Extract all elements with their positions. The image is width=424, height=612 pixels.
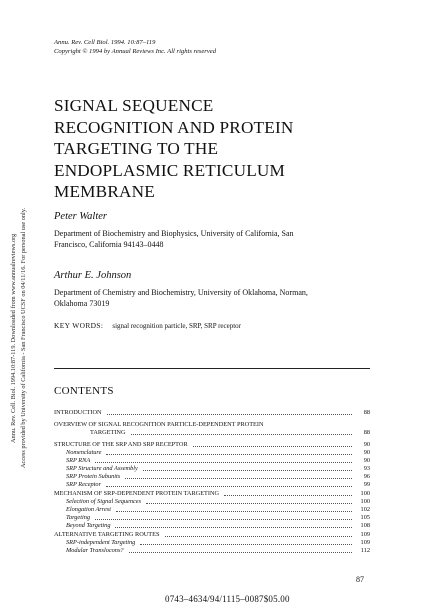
journal-citation: Annu. Rev. Cell Biol. 1994. 10:87–119 [54, 39, 156, 46]
toc-entry-label: Beyond Targeting [66, 522, 111, 529]
toc-subentry [54, 538, 370, 546]
toc-entry-page: 90 [363, 449, 370, 456]
journal-header [54, 38, 216, 56]
dot-leader [106, 486, 352, 487]
section-divider [54, 368, 370, 369]
toc-entry-page: 90 [363, 457, 370, 464]
affiliation-line: Department of Chemistry and Biochemistry, University of Oklahoma, Norman, [54, 288, 308, 297]
toc-entry-label: SRP-independent Targeting [66, 539, 136, 546]
dot-leader [106, 454, 352, 455]
toc-entry-label: Targeting [66, 514, 91, 521]
title-line: MEMBRANE [54, 182, 155, 202]
toc-entry-page: 105 [360, 514, 370, 521]
dot-leader [165, 536, 353, 537]
dot-leader [116, 511, 352, 512]
dot-leader [129, 552, 352, 553]
toc-entry-label: SRP Receptor [66, 481, 102, 488]
toc-entry-page: 88 [363, 409, 370, 416]
toc-entry-page: 102 [360, 506, 370, 513]
toc-entry-page: 109 [360, 531, 370, 538]
page-number: 87 [356, 575, 364, 584]
dot-leader [224, 495, 352, 496]
toc-subentry [54, 472, 370, 480]
toc-entry-label: Elongation Arrest [66, 506, 111, 513]
download-notice-line-2: Access provided by University of California - San Francisco UCSF on 04/11/16. For personal use only. [20, 207, 27, 469]
toc-entry [54, 420, 370, 428]
title-line: TARGETING TO THE [54, 139, 219, 159]
toc-entry-label: INTRODUCTION [54, 409, 102, 416]
toc-entry-page: 93 [363, 465, 370, 472]
toc-entry-label: ALTERNATIVE TARGETING ROUTES [54, 531, 160, 538]
toc-subentry [54, 505, 370, 513]
toc-entry-label: Modular Translocons? [66, 547, 124, 554]
toc-entry-label: Selection of Signal Sequences [66, 498, 142, 505]
toc-subentry [54, 521, 370, 529]
dot-leader [125, 478, 352, 479]
toc-subentry [54, 480, 370, 488]
toc-entry [54, 489, 370, 497]
keywords [54, 321, 241, 330]
toc-entry-page: 88 [363, 429, 370, 436]
article-code: 0743–4634/94/1115–0087$05.00 [165, 594, 290, 604]
dot-leader [107, 414, 352, 415]
toc-entry [54, 428, 370, 436]
article-title [54, 95, 384, 203]
toc-entry [54, 530, 370, 538]
author-name: Arthur E. Johnson [54, 270, 132, 281]
download-notice [9, 128, 31, 548]
toc-entry-label: TARGETING [90, 429, 126, 436]
toc-entry-page: 109 [360, 539, 370, 546]
toc-entry [54, 408, 370, 416]
toc-subentry [54, 464, 370, 472]
author-affiliation [54, 287, 374, 309]
toc-entry-label: STRUCTURE OF THE SRP AND SRP RECEPTOR [54, 441, 188, 448]
dot-leader [95, 462, 352, 463]
download-notice-line-1: Annu. Rev. Cell. Biol. 1994.10:87-119. Downloaded from www.annualreviews.org [10, 233, 17, 443]
dot-leader [146, 503, 352, 504]
title-line: ENDOPLASMIC RETICULUM [54, 160, 285, 180]
toc-subentry [54, 448, 370, 456]
author-name: Peter Walter [54, 211, 107, 222]
contents-heading: CONTENTS [54, 385, 114, 397]
toc-entry [54, 440, 370, 448]
keywords-label: KEY WORDS: [54, 321, 104, 330]
toc-entry-label: SRP RNA [66, 457, 91, 464]
toc-entry-label: SRP Protein Subunits [66, 473, 121, 480]
toc-entry-page: 99 [363, 481, 370, 488]
copyright-notice: Copyright © 1994 by Annual Reviews Inc. All rights reserved [54, 48, 217, 55]
author-affiliation [54, 228, 374, 250]
toc-entry-page: 100 [360, 498, 370, 505]
dot-leader [115, 527, 352, 528]
toc-subentry [54, 513, 370, 521]
dot-leader [131, 434, 352, 435]
toc-entry-page: 90 [363, 441, 370, 448]
toc-entry-label: OVERVIEW OF SIGNAL RECOGNITION PARTICLE-DEPENDENT PROTEIN [54, 421, 264, 428]
affiliation-line: Francisco, California 94143–0448 [54, 240, 164, 249]
toc-entry-page: 96 [363, 473, 370, 480]
dot-leader [193, 446, 352, 447]
toc-entry-page: 112 [360, 547, 370, 554]
title-line: SIGNAL SEQUENCE [54, 96, 214, 115]
toc-subentry [54, 456, 370, 464]
dot-leader [95, 519, 352, 520]
dot-leader [140, 544, 352, 545]
toc-subentry [54, 497, 370, 505]
affiliation-line: Oklahoma 73019 [54, 299, 110, 308]
toc-entry-label: MECHANISM OF SRP-DEPENDENT PROTEIN TARGETING [54, 490, 220, 497]
dot-leader [143, 470, 352, 471]
toc-entry-label: SRP Structure and Assembly [66, 465, 138, 472]
toc-subentry [54, 546, 370, 554]
affiliation-line: Department of Biochemistry and Biophysics, University of California, San [54, 229, 294, 238]
keywords-value: signal recognition particle, SRP, SRP receptor [112, 322, 242, 330]
title-line: RECOGNITION AND PROTEIN [54, 117, 294, 137]
toc-entry-page: 100 [360, 490, 370, 497]
toc-entry-page: 108 [360, 522, 370, 529]
toc-entry-label: Nomenclature [66, 449, 102, 456]
